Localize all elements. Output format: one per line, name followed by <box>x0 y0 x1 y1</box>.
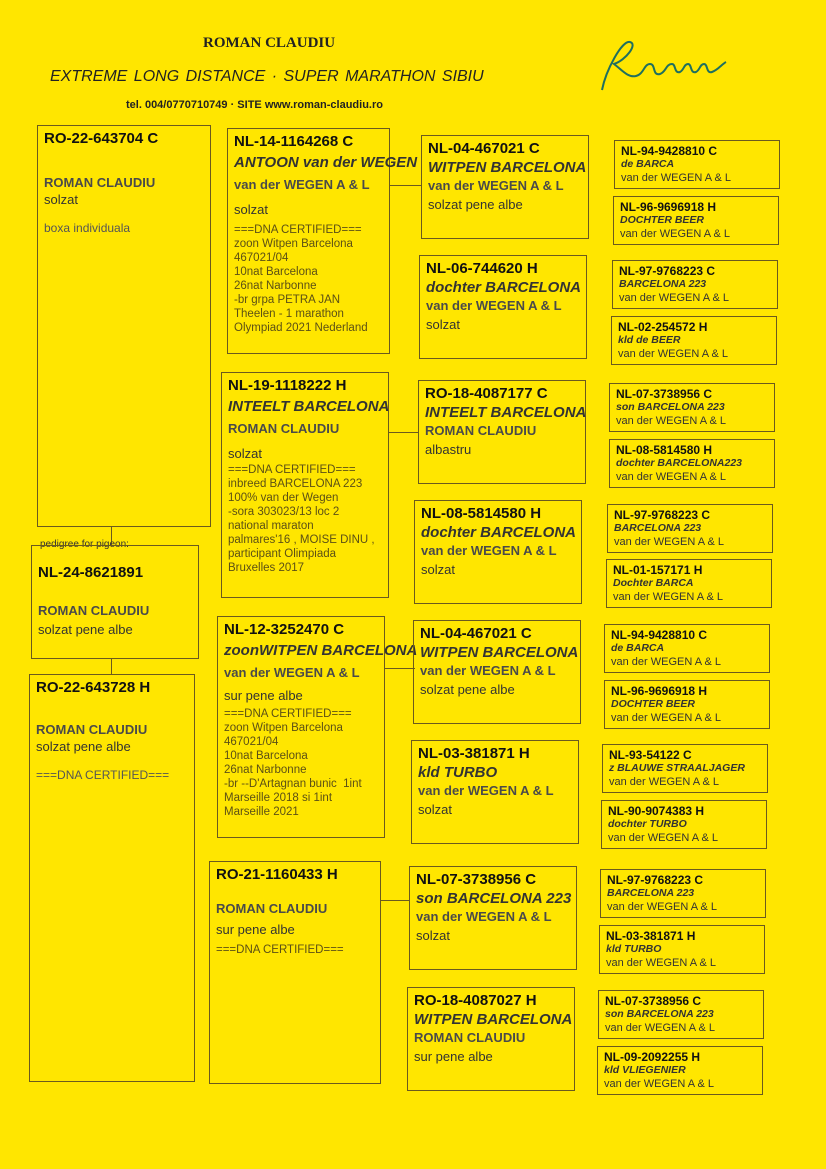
gggp-owner: van der WEGEN A & L <box>621 172 732 184</box>
gggp-owner: van der WEGEN A & L <box>616 471 727 483</box>
gp-color: sur pene albe <box>216 922 295 937</box>
ggp-name: INTEELT BARCELONA <box>425 404 587 421</box>
grandparent-card[interactable] <box>209 861 381 1084</box>
gp-description: ===DNA CERTIFIED=== zoon Witpen Barcelona 467021/04 10nat Barcelona 26nat Narbonne -br grpa PETRA JAN Theelen - 1 marathon Olympiad 2021 Nederland <box>234 224 368 334</box>
gggp-card[interactable] <box>598 990 764 1039</box>
gp-color: solzat <box>234 202 268 217</box>
great-grandparent-card[interactable] <box>413 620 581 724</box>
sire-ring: RO-22-643704 C <box>44 130 159 147</box>
gp-owner: van der WEGEN A & L <box>224 665 360 680</box>
ggp-owner: van der WEGEN A & L <box>426 298 562 313</box>
ggp-owner: van der WEGEN A & L <box>420 663 556 678</box>
gggp-owner: van der WEGEN A & L <box>604 1078 715 1090</box>
gggp-card[interactable] <box>611 316 777 365</box>
gggp-ring: NL-94-9428810 C <box>611 628 708 642</box>
gggp-ring: NL-07-3738956 C <box>616 387 713 401</box>
ggp-ring: NL-04-467021 C <box>428 140 540 157</box>
connector <box>111 659 112 674</box>
gggp-name: Dochter BARCA <box>613 577 694 589</box>
gggp-ring: NL-97-9768223 C <box>607 873 704 887</box>
grandparent-card[interactable] <box>217 616 418 838</box>
signature <box>592 30 732 100</box>
ggp-ring: NL-03-381871 H <box>418 745 530 762</box>
great-grandparent-card[interactable] <box>411 740 579 844</box>
gp-color: solzat <box>228 446 262 461</box>
sire-card[interactable] <box>37 125 211 527</box>
pedigree-label: pedigree for pigeon: <box>40 539 129 550</box>
gggp-owner: van der WEGEN A & L <box>614 536 725 548</box>
gggp-name: DOCHTER BEER <box>620 214 705 226</box>
gp-description: ===DNA CERTIFIED=== zoon Witpen Barcelona 467021/04 10nat Barcelona 26nat Narbonne -br --D'Artagnan bunic 1int Marseille 2018 si 1int Marseille 2021 <box>224 708 362 818</box>
great-grandparent-card[interactable] <box>419 255 587 359</box>
gggp-card[interactable] <box>597 1046 763 1095</box>
subject-color: solzat pene albe <box>38 622 133 637</box>
ggp-color: solzat pene albe <box>428 197 523 212</box>
gggp-card[interactable] <box>607 504 773 553</box>
ggp-owner: ROMAN CLAUDIU <box>425 423 537 438</box>
ggp-color: albastru <box>425 442 472 457</box>
gggp-name: kld VLIEGENIER <box>604 1064 686 1076</box>
gggp-name: BARCELONA 223 <box>607 887 695 899</box>
gggp-card[interactable] <box>614 140 780 189</box>
gp-description: ===DNA CERTIFIED=== inbreed BARCELONA 223 100% van der Wegen -sora 303023/13 loc 2 national maraton palmares'16 , MOISE DINU , participant Olimpiada Bruxelles 2017 <box>228 464 375 574</box>
breeder-name: ROMAN CLAUDIU <box>203 35 336 51</box>
ggp-color: solzat <box>418 802 452 817</box>
gggp-owner: van der WEGEN A & L <box>607 901 718 913</box>
gggp-name: de BARCA <box>621 158 675 170</box>
gggp-card[interactable] <box>602 744 768 793</box>
dam-color: solzat pene albe <box>36 739 131 754</box>
ggp-ring: NL-08-5814580 H <box>421 505 542 522</box>
great-grandparent-card[interactable] <box>409 866 577 970</box>
gggp-owner: van der WEGEN A & L <box>605 1022 716 1034</box>
header-contact: tel. 004/0770710749 · SITE www.roman-claudiu.ro <box>126 99 383 111</box>
ggp-color: solzat <box>421 562 455 577</box>
gp-name: INTEELT BARCELONA <box>228 398 390 415</box>
connector <box>389 432 419 433</box>
ggp-color: solzat pene albe <box>420 682 515 697</box>
subject-ring: NL-24-8621891 <box>38 564 144 581</box>
ggp-owner: van der WEGEN A & L <box>418 783 554 798</box>
gggp-card[interactable] <box>599 925 765 974</box>
gggp-owner: van der WEGEN A & L <box>613 591 724 603</box>
ggp-ring: NL-04-467021 C <box>420 625 532 642</box>
gggp-name: dochter BARCELONA223 <box>616 457 743 469</box>
gggp-card[interactable] <box>609 383 775 432</box>
gggp-name: dochter TURBO <box>608 818 687 830</box>
connector <box>389 185 422 186</box>
dam-owner: ROMAN CLAUDIU <box>36 722 148 737</box>
gggp-card[interactable] <box>609 439 775 488</box>
gggp-ring: NL-97-9768223 C <box>614 508 711 522</box>
gggp-ring: NL-96-9696918 H <box>620 200 717 214</box>
sire-owner: ROMAN CLAUDIU <box>44 175 156 190</box>
gp-color: sur pene albe <box>224 688 303 703</box>
gggp-owner: van der WEGEN A & L <box>618 348 729 360</box>
grandparent-card[interactable] <box>221 372 389 598</box>
gggp-ring: NL-02-254572 H <box>618 320 708 334</box>
ggp-owner: van der WEGEN A & L <box>428 178 564 193</box>
sire-color: solzat <box>44 192 78 207</box>
gggp-ring: NL-97-9768223 C <box>619 264 716 278</box>
gp-owner: van der WEGEN A & L <box>234 177 370 192</box>
gggp-ring: NL-94-9428810 C <box>621 144 718 158</box>
gggp-name: kld de BEER <box>618 334 681 346</box>
ggp-name: kld TURBO <box>418 764 498 781</box>
ggp-ring: RO-18-4087027 H <box>414 992 537 1009</box>
ggp-owner: van der WEGEN A & L <box>416 909 552 924</box>
ggp-color: sur pene albe <box>414 1049 493 1064</box>
gggp-name: kld TURBO <box>606 943 662 955</box>
ggp-owner: ROMAN CLAUDIU <box>414 1030 526 1045</box>
ggp-name: WITPEN BARCELONA <box>428 159 587 176</box>
great-grandparent-card[interactable] <box>421 135 589 239</box>
gggp-owner: van der WEGEN A & L <box>608 832 719 844</box>
gggp-card[interactable] <box>613 196 779 245</box>
ggp-name: son BARCELONA 223 <box>416 890 572 907</box>
gp-ring: RO-21-1160433 H <box>216 866 338 883</box>
gggp-owner: van der WEGEN A & L <box>611 656 722 668</box>
gggp-name: son BARCELONA 223 <box>605 1008 714 1020</box>
ggp-ring: NL-07-3738956 C <box>416 871 537 888</box>
connector <box>381 900 410 901</box>
gggp-name: de BARCA <box>611 642 665 654</box>
gggp-card[interactable] <box>612 260 778 309</box>
subject-owner: ROMAN CLAUDIU <box>38 603 150 618</box>
gggp-ring: NL-08-5814580 H <box>616 443 713 457</box>
gggp-card[interactable] <box>604 680 770 729</box>
gggp-ring: NL-09-2092255 H <box>604 1050 701 1064</box>
gggp-ring: NL-93-54122 C <box>609 748 692 762</box>
ggp-ring: RO-18-4087177 C <box>425 385 548 402</box>
dam-note: ===DNA CERTIFIED=== <box>36 768 170 782</box>
great-grandparent-card[interactable] <box>414 500 582 604</box>
gggp-ring: NL-01-157171 H <box>613 563 703 577</box>
gp-name: ANTOON van der WEGEN <box>234 154 418 171</box>
gp-owner: ROMAN CLAUDIU <box>228 421 340 436</box>
gggp-card[interactable] <box>600 869 766 918</box>
ggp-name: WITPEN BARCELONA <box>420 644 579 661</box>
connector <box>385 668 415 669</box>
gp-owner: ROMAN CLAUDIU <box>216 901 328 916</box>
gggp-ring: NL-03-381871 H <box>606 929 696 943</box>
gggp-name: z BLAUWE STRAALJAGER <box>609 762 745 774</box>
ggp-name: dochter BARCELONA <box>421 524 577 541</box>
gp-description: ===DNA CERTIFIED=== <box>216 944 344 956</box>
gggp-owner: van der WEGEN A & L <box>606 957 717 969</box>
gp-ring: NL-14-1164268 C <box>234 133 354 150</box>
sire-note: boxa individuala <box>44 221 131 235</box>
great-grandparent-card[interactable] <box>418 380 586 484</box>
gp-ring: NL-19-1118222 H <box>228 377 347 394</box>
subject-card[interactable] <box>31 545 199 659</box>
gggp-card[interactable] <box>601 800 767 849</box>
ggp-name: WITPEN BARCELONA <box>414 1011 573 1028</box>
gggp-name: BARCELONA 223 <box>619 278 707 290</box>
grandparent-card[interactable] <box>227 128 418 354</box>
ggp-owner: van der WEGEN A & L <box>421 543 557 558</box>
gggp-ring: NL-07-3738956 C <box>605 994 702 1008</box>
gggp-name: BARCELONA 223 <box>614 522 702 534</box>
gggp-card[interactable] <box>604 624 770 673</box>
gp-ring: NL-12-3252470 C <box>224 621 345 638</box>
header-subtitle: EXTREME LONG DISTANCE · SUPER MARATHON SIBIU <box>50 68 484 85</box>
gggp-ring: NL-90-9074383 H <box>608 804 705 818</box>
ggp-color: solzat <box>426 317 460 332</box>
great-grandparent-card[interactable] <box>407 987 575 1091</box>
gggp-name: son BARCELONA 223 <box>616 401 725 413</box>
gggp-owner: van der WEGEN A & L <box>616 415 727 427</box>
gp-name: zoonWITPEN BARCELONA <box>224 642 418 659</box>
dam-card[interactable] <box>29 674 195 1082</box>
gggp-owner: van der WEGEN A & L <box>619 292 730 304</box>
gggp-owner: van der WEGEN A & L <box>609 776 720 788</box>
gggp-ring: NL-96-9696918 H <box>611 684 708 698</box>
gggp-card[interactable] <box>606 559 772 608</box>
gggp-owner: van der WEGEN A & L <box>620 228 731 240</box>
ggp-color: solzat <box>416 928 450 943</box>
gggp-owner: van der WEGEN A & L <box>611 712 722 724</box>
gggp-name: DOCHTER BEER <box>611 698 696 710</box>
ggp-ring: NL-06-744620 H <box>426 260 538 277</box>
ggp-name: dochter BARCELONA <box>426 279 582 296</box>
dam-ring: RO-22-643728 H <box>36 679 151 696</box>
